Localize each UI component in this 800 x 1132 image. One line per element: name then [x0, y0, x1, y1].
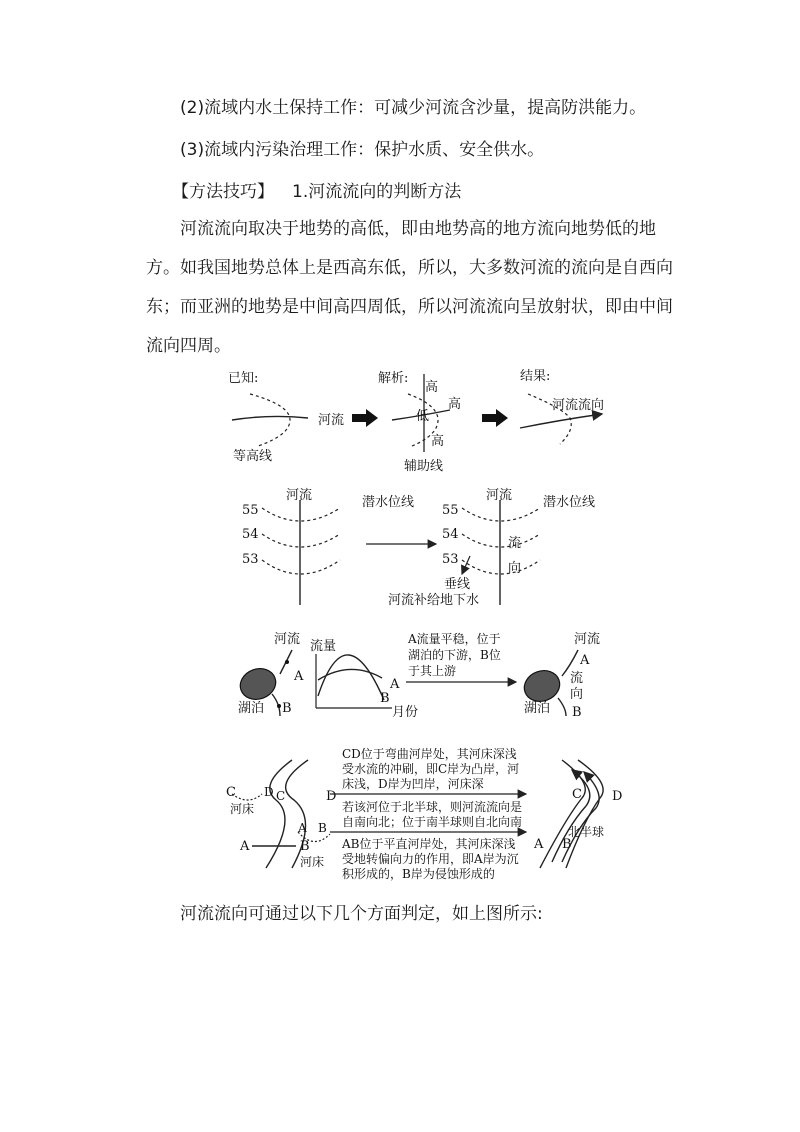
c-label-left-small: C: [276, 789, 286, 803]
point-b-label-right: B: [572, 705, 582, 720]
north-label: 北半球: [568, 825, 605, 839]
curve-a: [318, 669, 382, 680]
bed-label-upper: 河床: [230, 802, 255, 816]
water-table-line-55-right: [462, 508, 540, 521]
river-label-row3-right: 河流: [574, 632, 601, 647]
b-label-left: B: [300, 839, 310, 854]
flow-dir-label: 河流流向: [552, 398, 605, 413]
lake-note-line3: 于其上游: [408, 664, 457, 678]
water-table-line-54: [262, 534, 340, 547]
river-label-row2-right: 河流: [486, 488, 513, 503]
point-a-label-right: A: [580, 653, 590, 668]
contour-line-known: [250, 394, 290, 446]
curve-b: [318, 655, 384, 700]
cd-note-line3: 床浅，D岸为凹岸，河床深: [342, 777, 484, 791]
a-label-left: A: [240, 839, 250, 854]
ab-note-line1: AB位于平直河岸处，其河床深浅: [342, 837, 516, 851]
left-bank-left: [266, 760, 292, 868]
method-title: 1.河流流向的判断方法: [292, 182, 462, 202]
river-line-known: [232, 416, 308, 420]
recharge-label: 河流补给地下水: [388, 593, 480, 608]
curve-a-label: A: [390, 677, 400, 692]
contour-55-label-right: 55: [442, 503, 459, 518]
contour-53-label: 53: [242, 552, 259, 567]
water-table-line-54-right: [462, 534, 540, 547]
b-label-right: B: [562, 837, 572, 852]
high-label-2: 高: [448, 397, 462, 412]
right-bank-right: [566, 760, 603, 868]
flow-char: 流: [508, 536, 522, 551]
riverbed-c-hatch: [232, 794, 262, 800]
point-b: [277, 704, 281, 708]
month-axis-label: 月份: [392, 705, 419, 720]
high-label-1: 高: [425, 380, 439, 395]
d-label-left: D: [326, 789, 337, 804]
water-table-label-right: 潜水位线: [543, 495, 596, 510]
lake-note-line1: A流量平稳，位于: [408, 632, 501, 646]
analysis-label: 解析:: [378, 371, 409, 386]
paragraph-flow-direction: 河流流向取决于地势的高低，即由地势高的地方流向地势低的地方。如我国地势总体上是西高东低，所以，大多数河流的流向是自西向东；而亚洲的地势是中间高四周低，所以河流流向呈放射状，即由中间流向四周。: [146, 219, 673, 356]
river-downstream-row3-right: [558, 698, 566, 716]
curve-b-label: B: [380, 691, 390, 706]
a-label-left-small: A: [298, 821, 307, 835]
contour-53-label-right: 53: [442, 552, 459, 567]
hemisphere-note-line2: 自南向北；位于南半球则自北向南: [342, 815, 523, 829]
d-label-left-small: D: [264, 785, 274, 799]
water-table-label: 潜水位线: [362, 495, 415, 510]
flux-axis-label: 流量: [310, 639, 337, 654]
contour-55-label: 55: [242, 503, 259, 518]
dir-char: 向: [508, 561, 522, 576]
contour-54-label: 54: [242, 527, 259, 542]
cd-note-line2: 受水流的冲刷，即C岸为凸岸，河: [342, 762, 520, 776]
paragraph-figure-caption: 河流流向可通过以下几个方面判定，如上图所示:: [180, 904, 543, 924]
river-label-known: 河流: [318, 413, 345, 428]
river-label-row3: 河流: [274, 632, 301, 647]
hemisphere-note-line1: 若该河位于北半球，则河流流向是: [342, 800, 523, 814]
row1-contour-method: [228, 368, 604, 474]
paragraph-pollution-control: (3)流域内污染治理工作：保护水质、安全供水。: [180, 140, 545, 160]
a-label-right: A: [534, 837, 544, 852]
low-label: 低: [416, 409, 430, 424]
lake-shape: [236, 664, 280, 705]
ab-note-line3: 积形成的，B岸为侵蚀形成的: [342, 867, 495, 881]
dir-char-row3: 向: [570, 687, 584, 702]
contour-54-label-right: 54: [442, 527, 459, 542]
point-b-label: B: [282, 701, 292, 716]
c-label-left: C: [226, 785, 236, 800]
paragraph-soil-conservation: (2)流域内水土保持工作：可减少河流含沙量，提高防洪能力。: [180, 98, 647, 118]
row2-groundwater-method: [242, 487, 595, 608]
contour-label: 等高线: [233, 449, 273, 464]
lake-label-right: 湖泊: [524, 701, 551, 716]
known-label: 已知:: [228, 371, 259, 386]
ab-note-line2: 受地转偏向力的作用，即A岸为沉: [342, 852, 519, 866]
river-label-row2: 河流: [286, 488, 313, 503]
row4-riverbed-method: [226, 746, 622, 881]
lake-note-line2: 湖泊的下游，B位: [408, 648, 501, 662]
water-table-line-53-right: [462, 560, 540, 574]
aux-line-label: 辅助线: [404, 459, 444, 474]
method-tag: 【方法技巧】: [172, 182, 274, 202]
result-label: 结果:: [520, 369, 551, 384]
bed-label-lower: 河床: [300, 855, 325, 869]
d-label-right: D: [612, 789, 623, 804]
point-a: [285, 660, 289, 664]
point-a-label: A: [294, 669, 304, 684]
river-line-result: [520, 414, 602, 428]
water-table-line-55: [262, 508, 340, 521]
flow-char-row3: 流: [570, 671, 584, 686]
b-label-left-small: B: [318, 821, 327, 835]
arrow-2: [482, 409, 508, 427]
c-label-right: C: [572, 787, 582, 802]
lake-label: 湖泊: [238, 701, 265, 716]
perpendicular-label: 垂线: [444, 577, 471, 592]
water-table-line-53: [262, 560, 340, 574]
arrow-1: [352, 409, 378, 427]
cd-note-line1: CD位于弯曲河岸处，其河床深浅: [342, 747, 517, 761]
row3-lake-method: [236, 631, 600, 720]
high-label-3: 高: [431, 434, 445, 449]
